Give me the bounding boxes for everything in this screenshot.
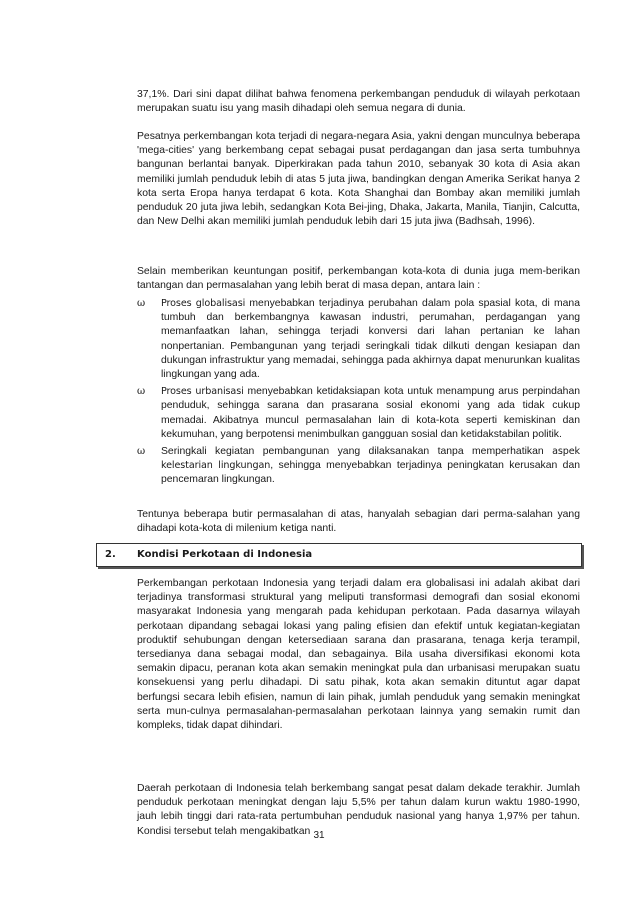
section-number: 2. bbox=[105, 549, 116, 560]
list-item-text: menyebabkan ketidaksiapan kota untuk menampung arus perpindahan penduduk, sehingga sarana dan prasarana sosial ekonomi yang ada tidak cukup memadai. Akibatnya muncul permasalahan lain di kota-kota seperti kemiskinan dan kekumuhan, yang berpotensi menimbulkan gangguan sosial dan ketidakstabilan politik. bbox=[161, 386, 581, 440]
list-item-lead: Proses globalisasi bbox=[161, 298, 246, 309]
list-item-text: Seringkali kegiatan pembangunan yang dilaksanakan tanpa memperhatikan bbox=[161, 446, 553, 458]
list-item-italic-phrase: aspek kelestarian lingkungan bbox=[161, 446, 580, 472]
bullet-icon: ω bbox=[137, 298, 146, 309]
bullet-icon: ω bbox=[137, 446, 146, 458]
list-item-environment bbox=[137, 445, 580, 488]
bullet-icon: ω bbox=[137, 386, 146, 398]
section-heading-box bbox=[96, 543, 582, 567]
list-item-globalization bbox=[137, 297, 580, 382]
list-item-tail: , sehingga menyebabkan terjadinya peningkatan kerusakan dan pencemaran lingkungan. bbox=[161, 460, 580, 486]
paragraph-challenges-intro: Selain memberikan keuntungan positif, perkembangan kota-kota di dunia juga mem-berikan tantangan dan permasalahan yang lebih berat di masa depan, antara lain : bbox=[137, 266, 580, 292]
list-item-urbanization bbox=[137, 385, 580, 442]
paragraph-intro: 37,1%. Dari sini dapat dilihat bahwa fenomena perkembangan penduduk di wilayah perkotaan merupakan suatu isu yang masih dihadapi oleh semua negara di dunia. bbox=[137, 89, 580, 115]
paragraph-asia-cities: Pesatnya perkembangan kota terjadi di negara-negara Asia, yakni dengan munculnya beberapa 'mega-cities' yang berkembang cepat sebagai pusat perdagangan dan jasa serta tumbuhnya bangunan berlantai banyak. Diperkirakan pada tahun 2010, sebanyak 30 kota di Asia akan memiliki jumlah penduduk lebih di atas 5 juta jiwa, bandingkan dengan Amerika Serikat hanya 2 kota serta Eropa hanya terdapat 6 kota. Kota Shanghai dan Bombay akan memiliki jumlah penduduk 20 juta jiwa lebih, sedangkan Kota Bei-jing, Dhaka, Jakarta, Manila, Tianjin, Calcutta, dan New Delhi akan memiliki jumlah penduduk lebih dari 15 juta jiwa (Badhsah, 1996). bbox=[137, 131, 580, 228]
section-title: Kondisi Perkotaan di Indonesia bbox=[137, 549, 313, 560]
paragraph-summary: Tentunya beberapa butir permasalahan di atas, hanyalah sebagian dari perma-salahan yang dihadapi kota-kota di milenium ketiga nanti. bbox=[137, 509, 580, 535]
list-item-text: menyebabkan terjadinya perubahan dalam pola spasial kota, di mana tumbuh dan berkembangnya kawasan industri, perumahan, perdagangan yang memanfaatkan lahan, sehingga terjadi konversi dari lahan pertanian ke lahan nonpertanian. Pembangunan yang terjadi seringkali tidak dilkuti dengan kesiapan dan dukungan infrastruktur yang memadai, sehingga pada akhirnya dapat menurunkan kualitas lingkungan yang ada. bbox=[161, 298, 580, 381]
paragraph-indonesia-urban: Perkembangan perkotaan Indonesia yang terjadi dalam era globalisasi ini adalah akibat dari terjadinya transformasi struktural yang meliputi transformasi demografi dan sosial ekonomi masyarakat Indonesia yang mengarah pada kehidupan perkotaan. Pada dasarnya wilayah perkotaan dipandang sebagai lokasi yang paling efisien dan efektif untuk kegiatan-kegiatan produktif sehubungan dengan ketersediaan sarana dan prasarana, tenaga kerja terampil, tersedianya dana sebagai modal, dan sebagainya. Bila usaha diversifikasi ekonomi kota semakin dipacu, peranan kota akan semakin meningkat pula dan urbanisasi merupakan suatu konsekuensi yang perlu dihadapi. Di satu pihak, kota akan semakin dituntut agar dapat berfungsi secara lebih efisien, namun di lain pihak, jumlah penduduk yang semakin meningkat serta mun-culnya permasalahan-permasalahan perkotaan lainnya yang semakin rumit dan kompleks, tidak dapat dihindari. bbox=[137, 578, 580, 732]
page-number: 31 bbox=[313, 830, 325, 841]
paragraph-urban-growth: Daerah perkotaan di Indonesia telah berkembang sangat pesat dalam dekade terakhir. Jumlah penduduk perkotaan meningkat dengan laju 5,5% per tahun dalam kurun waktu 1980-1990, jauh lebih tinggi dari rata-rata pertumbuhan penduduk nasional yang hanya 1,97% per tahun. Kondisi tersebut telah mengakibatkan bbox=[137, 783, 580, 837]
list-item-lead: Proses urbanisasi bbox=[161, 386, 244, 398]
challenges-list bbox=[137, 297, 580, 491]
